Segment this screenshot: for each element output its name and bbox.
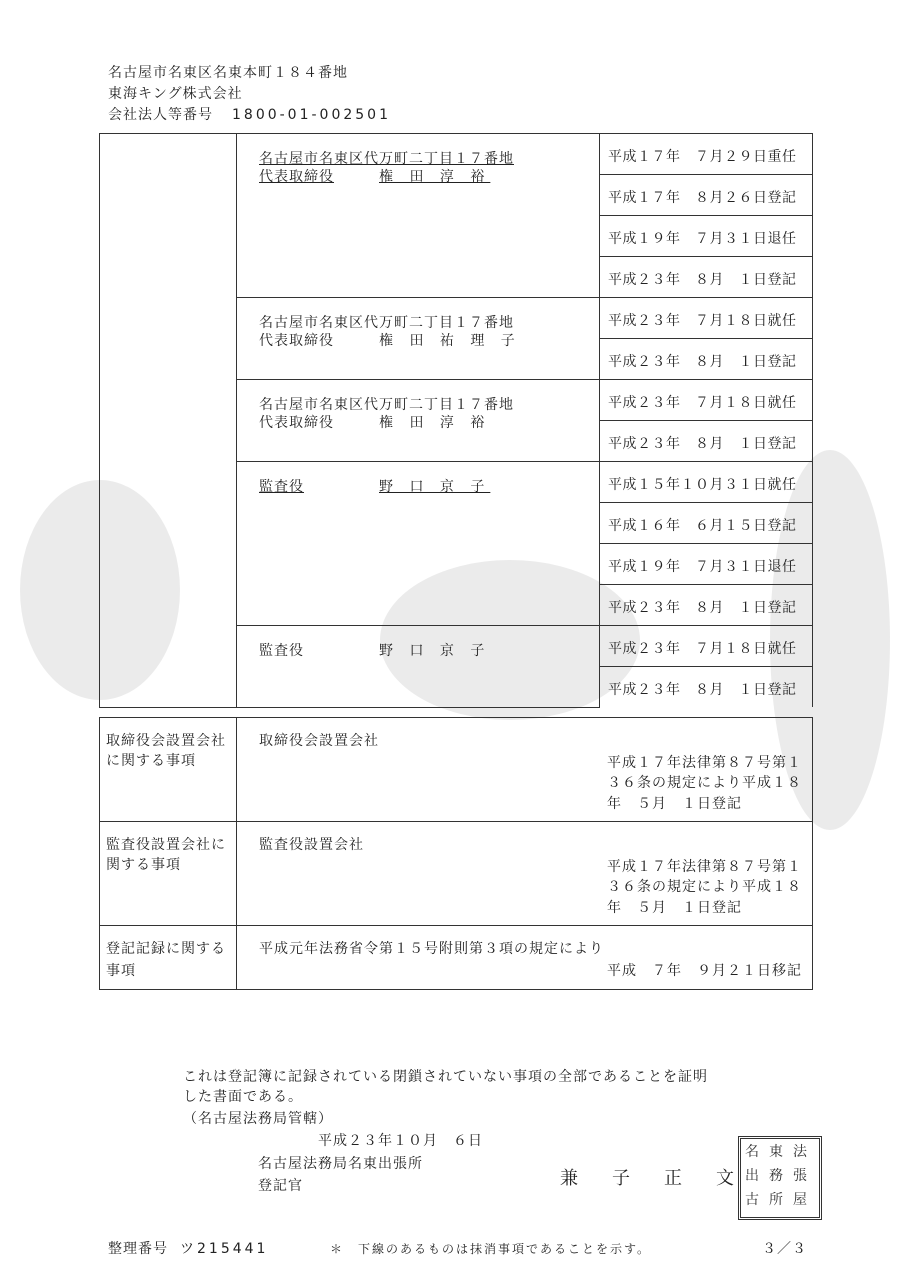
officer-entry bbox=[237, 134, 600, 298]
officer-label-cell bbox=[100, 134, 237, 708]
ref-label: 整理番号 bbox=[108, 1241, 168, 1257]
date-cell: 平成１９年 ７月３１日退任 bbox=[600, 544, 813, 585]
officer-title: 監査役 bbox=[259, 479, 304, 495]
date-cell: 平成２３年 ８月 １日登記 bbox=[600, 339, 813, 380]
date-cell: 平成１７年 ８月２６日登記 bbox=[600, 175, 813, 216]
section-label: 監査役設置会社に 関する事項 bbox=[100, 822, 237, 926]
date-cell: 平成２３年 ８月 １日登記 bbox=[600, 667, 813, 708]
officer-name: 権 田 淳 裕 bbox=[379, 415, 491, 431]
cert-officer-title: 登記官 bbox=[258, 1178, 303, 1194]
ref-number: ツ215441 bbox=[180, 1241, 269, 1257]
sections-table bbox=[99, 717, 813, 990]
date-cell: 平成２３年 ７月１８日就任 bbox=[600, 626, 813, 667]
cert-date: 平成２３年１０月 ６日 bbox=[318, 1133, 483, 1149]
officer-name: 野 口 京 子 bbox=[379, 643, 491, 659]
officer-entry bbox=[237, 462, 600, 626]
official-seal: 名 東 法 出 務 張 古 所 屋 bbox=[738, 1136, 822, 1220]
date-cell: 平成２３年 ７月１８日就任 bbox=[600, 380, 813, 421]
date-cell: 平成１７年 ７月２９日重任 bbox=[600, 134, 813, 175]
officer-title: 代表取締役 bbox=[259, 415, 334, 431]
section-content: 取締役会設置会社 平成１７年法律第８７号第１ ３６条の規定により平成１８ 年 ５月 １日登記 bbox=[237, 718, 813, 822]
date-cell: 平成１５年１０月３１日就任 bbox=[600, 462, 813, 503]
company-address: 名古屋市名東区名東本町１８４番地 bbox=[108, 65, 348, 81]
officer-entry bbox=[237, 626, 600, 708]
date-cell: 平成２３年 ７月１８日就任 bbox=[600, 298, 813, 339]
officer-name: 権 田 祐 理 子 bbox=[379, 333, 521, 349]
date-cell: 平成２３年 ８月 １日登記 bbox=[600, 257, 813, 298]
cert-line-2: した書面である。 bbox=[183, 1089, 303, 1105]
officer-title: 代表取締役 bbox=[259, 333, 334, 349]
corp-number-label: 会社法人等番号 bbox=[108, 107, 213, 123]
date-cell: 平成２３年 ８月 １日登記 bbox=[600, 421, 813, 462]
cert-jurisdiction: （名古屋法務局管轄） bbox=[183, 1111, 333, 1127]
officer-name: 権 田 淳 裕 bbox=[379, 169, 491, 185]
cert-officer-name: 兼 子 正 文 bbox=[560, 1168, 742, 1189]
date-cell: 平成２３年 ８月 １日登記 bbox=[600, 585, 813, 626]
officer-address: 名古屋市名東区代万町二丁目１７番地 bbox=[259, 397, 514, 413]
company-name: 東海キング株式会社 bbox=[108, 86, 243, 102]
section-content: 平成元年法務省令第１５号附則第３項の規定により 平成 ７年 ９月２１日移記 bbox=[237, 926, 813, 990]
officer-address: 名古屋市名東区代万町二丁目１７番地 bbox=[259, 315, 514, 331]
footer-note: ＊ 下線のあるものは抹消事項であることを示す。 bbox=[330, 1242, 652, 1256]
officer-address: 名古屋市名東区代万町二丁目１７番地 bbox=[259, 151, 514, 167]
corp-number: 1800-01-002501 bbox=[232, 107, 391, 123]
date-cell: 平成１９年 ７月３１日退任 bbox=[600, 216, 813, 257]
officer-entry bbox=[237, 298, 600, 380]
section-content: 監査役設置会社 平成１７年法律第８７号第１ ３６条の規定により平成１８ 年 ５月 １日登記 bbox=[237, 822, 813, 926]
cert-office: 名古屋法務局名東出張所 bbox=[258, 1156, 423, 1172]
officer-title: 代表取締役 bbox=[259, 169, 334, 185]
page-number: ３／３ bbox=[762, 1241, 807, 1257]
officer-title: 監査役 bbox=[259, 643, 304, 659]
section-label: 登記記録に関する 事項 bbox=[100, 926, 237, 990]
officer-name: 野 口 京 子 bbox=[379, 479, 491, 495]
section-label: 取締役会設置会社 に関する事項 bbox=[100, 718, 237, 822]
date-cell: 平成１６年 ６月１５日登記 bbox=[600, 503, 813, 544]
registry-table bbox=[99, 133, 813, 708]
officer-entry bbox=[237, 380, 600, 462]
cert-line-1: これは登記簿に記録されている閉鎖されていない事項の全部であることを証明 bbox=[183, 1069, 708, 1085]
